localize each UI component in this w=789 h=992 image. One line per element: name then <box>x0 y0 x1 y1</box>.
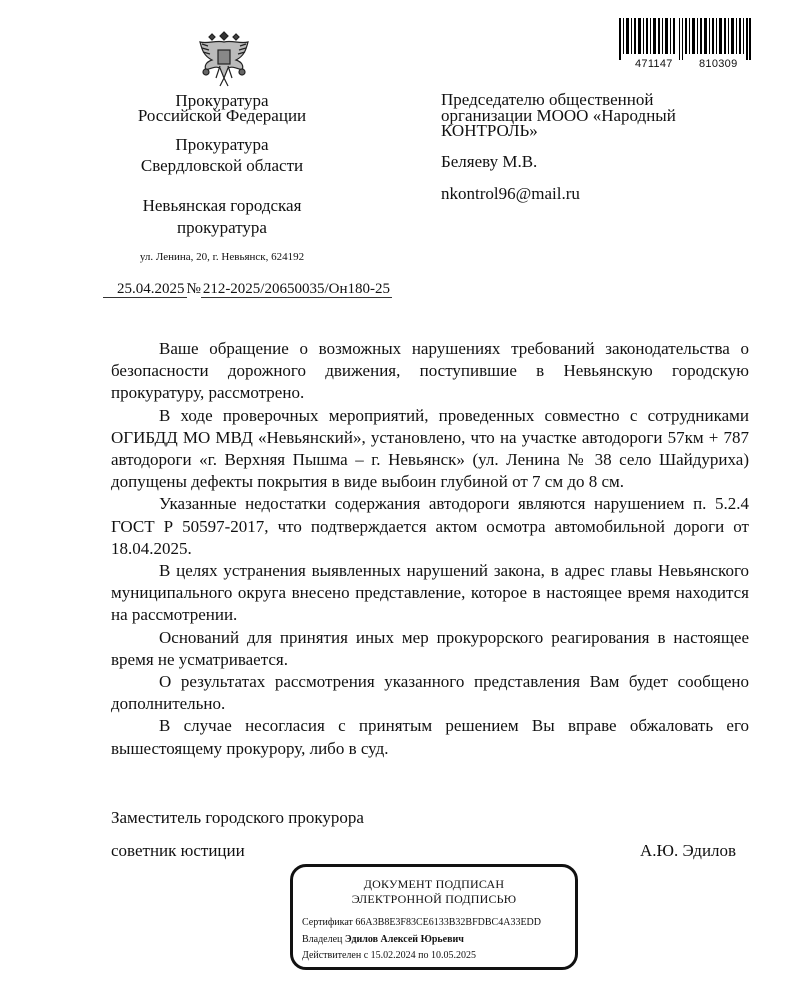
body-paragraph: Ваше обращение о возможных нарушениях требований законодательства о безопасности дорожного движения, поступившие в Невьянскую городскую прокуратуру, рассмотрено. <box>111 339 749 403</box>
registration-line <box>103 281 392 298</box>
owner-value: Эдилов Алексей Юрьевич <box>344 934 464 945</box>
signatory-position: Заместитель городского прокурора <box>111 808 364 827</box>
sender-org-line1: Прокуратура <box>175 91 269 110</box>
certificate-value: 66A3B8E3F83CE6133B32BFDBC4A33EDD <box>355 917 541 928</box>
body-paragraph: Указанные недостатки содержания автодороги являются нарушением п. 5.2.4 ГОСТ Р 50597-2017, что подтверждается актом осмотра автомобильной дороги от 18.04.2025. <box>111 494 749 558</box>
barcode <box>619 18 751 74</box>
signatory-rank: советник юстиции <box>111 841 245 860</box>
barcode-number-left: 471147 <box>635 58 673 70</box>
sender-org-line5: Невьянская городская <box>142 196 302 215</box>
barcode-bars <box>619 18 751 60</box>
document-number: 212-2025/20650035/Он180-25 <box>202 281 390 297</box>
valid-from: 15.02.2024 <box>370 950 416 961</box>
document-date: 25.04.2025 <box>103 281 187 298</box>
number-sign: № <box>186 281 201 297</box>
recipient-email: nkontrol96@mail.ru <box>441 184 580 203</box>
sender-address: ул. Ленина, 20, г. Невьянск, 624192 <box>139 251 305 263</box>
body-paragraph: О результатах рассмотрения указанного представления Вам будет сообщено дополнительно. <box>111 672 749 714</box>
body-paragraph: В целях устранения выявленных нарушений закона, в адрес главы Невьянского муниципального округа внесено представление, которое в настоящее время находится на рассмотрении. <box>111 561 749 625</box>
recipient-name: Беляеву М.В. <box>441 152 538 171</box>
recipient-line3: КОНТРОЛЬ» <box>441 121 538 140</box>
recipient-line1: Председателю общественной <box>441 90 654 109</box>
stamp-owner-row <box>302 934 464 945</box>
body-paragraph: В случае несогласия с принятым решением Вы вправе обжаловать его вышестоящему прокурору, либо в суд. <box>111 716 749 758</box>
stamp-title-line2: ЭЛЕКТРОННОЙ ПОДПИСЬЮ <box>351 892 517 906</box>
recipient-line2: организации МООО «Народный <box>441 106 676 125</box>
stamp-title-line1: ДОКУМЕНТ ПОДПИСАН <box>363 877 505 891</box>
sender-org-line6: прокуратура <box>177 218 267 237</box>
coat-of-arms-emblem <box>190 22 258 90</box>
barcode-number-right: 810309 <box>699 58 738 70</box>
sender-org-line3: Прокуратура <box>175 135 269 154</box>
signatory-name: А.Ю. Эдилов <box>640 841 737 860</box>
body-paragraph: Оснований для принятия иных мер прокурорского реагирования в настоящее время не усматривается. <box>111 627 749 669</box>
valid-label: Действителен с <box>302 950 369 961</box>
sender-org-line2: Российской Федерации <box>137 106 307 125</box>
valid-to-label: по <box>418 950 429 961</box>
stamp-validity-row <box>302 950 476 961</box>
stamp-certificate-row <box>302 917 541 928</box>
certificate-label: Сертификат <box>302 917 353 928</box>
body-paragraph: В ходе проверочных мероприятий, проведенных совместно с сотрудниками ОГИБДД МО МВД «Невьянский», установлено, что на участке автодороги 57км + 787 автодороги «г. Верхняя Пышма – г. Невьянск» (ул. Ленина № 38 село Шайдуриха) допущены дефекты покрытия в виде выбоин глубиной от 7 см до 8 см. <box>111 405 749 492</box>
letter-body <box>111 338 749 760</box>
sender-org-line4: Свердловской области <box>140 156 304 175</box>
valid-to: 10.05.2025 <box>431 950 477 961</box>
owner-label: Владелец <box>302 934 343 945</box>
electronic-signature-stamp <box>290 864 578 970</box>
